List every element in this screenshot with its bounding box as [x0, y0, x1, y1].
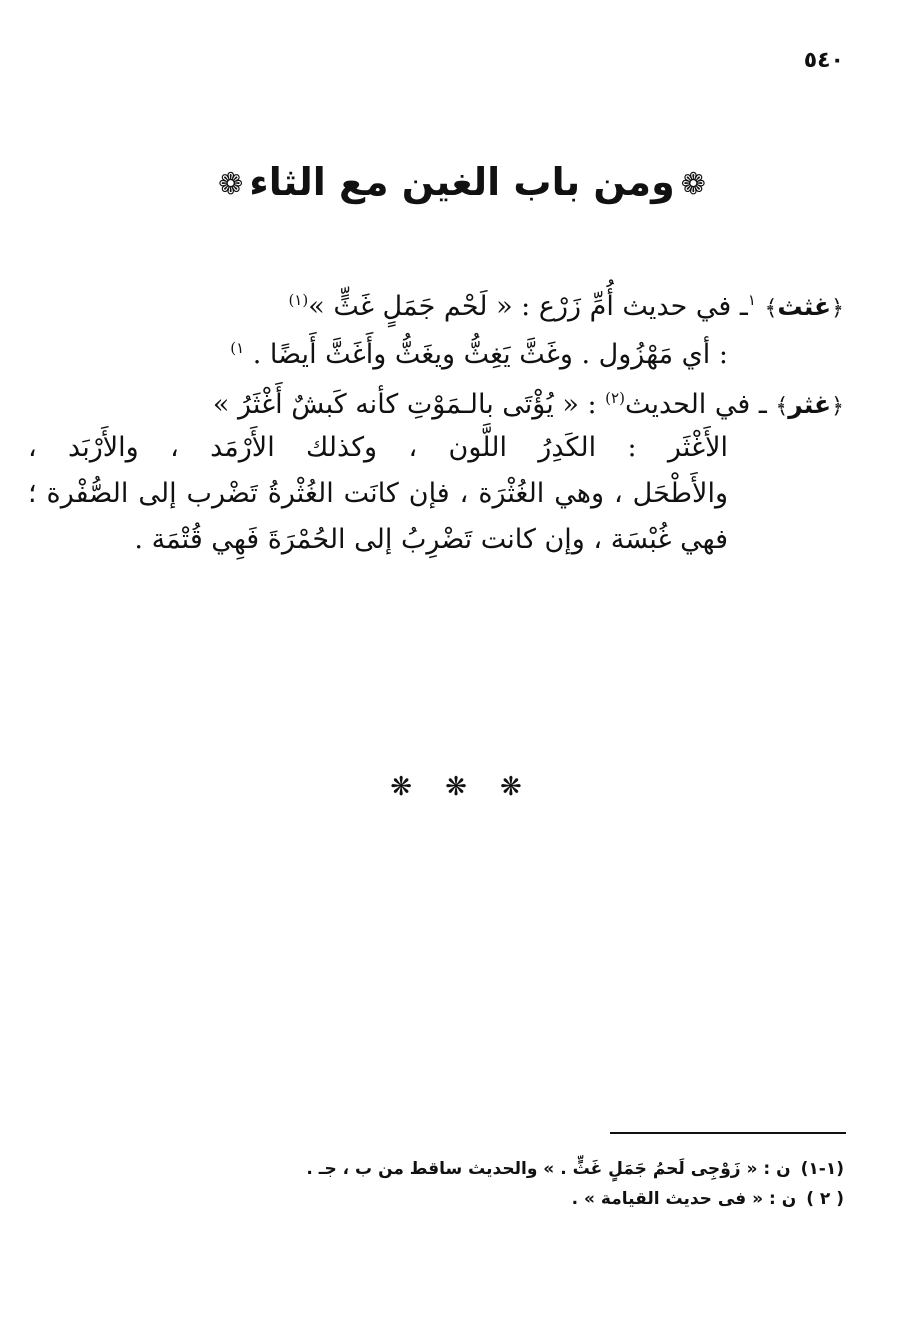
entry-line — [0, 328, 728, 375]
footnote-divider — [610, 1132, 846, 1134]
section-separator: ❋ ❋ ❋ — [390, 772, 534, 802]
body-line: الأَغْثَر : الكَدِرُ اللَّون ، وكذلك الأَرْمَد ، والأَرْبَد ، — [28, 432, 728, 463]
footnote-ref: ١) — [230, 339, 245, 357]
entry-text: ـ في الحديث — [624, 389, 767, 420]
entry-text: : أي مَهْزُول . وغَثَّ يَغِثُّ ويغَثُّ وأَغَثَّ أَيضًا . — [252, 339, 728, 370]
entry-headword: غثث — [777, 292, 832, 321]
ornament-icon: ❁ — [218, 167, 244, 202]
chapter-title — [0, 160, 924, 204]
body-line: والأَطْحَل ، وهي الغُثْرَة ، فإن كانَت الغُثْرةُ تَضْرب إلى الصُّفْرة ؛ — [28, 478, 728, 509]
entry-line: ﴿غثث﴾ $^١$ـ في حديث أُمِّ زَرْع : « لَحْم جَمَلٍ غَثٍّ »$^{(١)}$ — [288, 291, 844, 322]
body-line: فهي غُبْسَة ، وإن كانت تَضْرِبُ إلى الحُمْرَةَ فَهِي قُتْمَة . — [134, 524, 728, 555]
footnote-ref: ١ — [747, 291, 756, 309]
footnote-ref: (٢) — [605, 389, 625, 407]
footnote-number: ( ٢ ) — [806, 1189, 844, 1209]
footnote — [64, 1156, 844, 1182]
entry-quote: : « يُؤْتَى بالـمَوْتِ كأنه كَبشٌ أَغْثَرُ » — [212, 389, 597, 420]
entry-headword: غثر — [788, 390, 832, 419]
page-number: ٥٤٠ — [803, 48, 844, 73]
entry-line: ﴿غثر﴾ ـ في الحديث$^{(٢)}$ : « يُؤْتَى بالـمَوْتِ كأنه كَبشٌ أَغْثَرُ » — [212, 389, 844, 420]
footnote-number: (١-١) — [800, 1159, 844, 1179]
footnote — [64, 1186, 844, 1212]
chapter-title-text: ومن باب الغين مع الثاء — [249, 160, 675, 204]
footnote-ref: (١) — [288, 291, 309, 309]
entry-text: ـ في حديث أُمِّ زَرْع : « لَحْم جَمَلٍ غَثٍّ » — [308, 291, 748, 322]
ornament-icon: ❁ — [680, 167, 706, 202]
footnote-text: ن : « فى حديث القيامة » . — [571, 1189, 797, 1209]
footnote-text: ن : « زَوْجِى لَحمُ جَمَلٍ غَثٍّ . » والحديث ساقط من ب ، جـ . — [306, 1159, 791, 1179]
